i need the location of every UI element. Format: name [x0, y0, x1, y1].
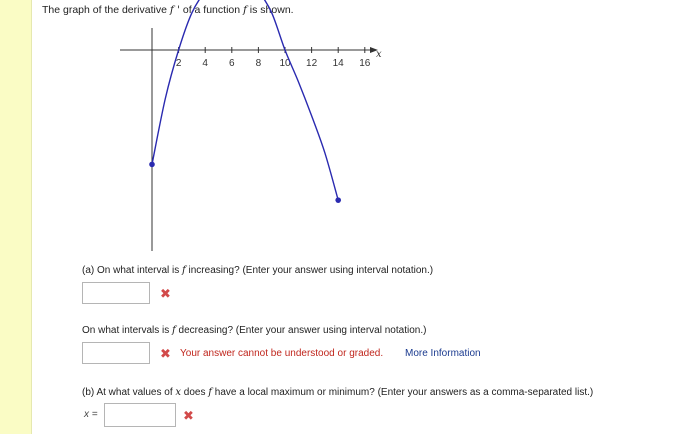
x-axis-label: x	[376, 49, 382, 60]
qb-x: x	[175, 387, 182, 398]
qa2-suffix: decreasing? (Enter your answer using interval notation.)	[175, 325, 427, 336]
intro-fprime: f '	[169, 4, 180, 16]
x-tick-label: 16	[359, 58, 371, 69]
question-a-increasing	[82, 265, 433, 276]
error-message: Your answer cannot be understood or graded.	[180, 348, 384, 359]
curve-endpoint	[335, 197, 341, 203]
qa-f: f	[182, 265, 186, 276]
qa-prefix: (a) On what interval is	[82, 265, 183, 276]
x-tick-label: 6	[229, 58, 235, 69]
x-tick-label: 8	[255, 58, 262, 69]
question-b-extrema	[82, 387, 593, 398]
intro-text: The graph of the derivative	[42, 4, 170, 16]
curve-endpoint	[149, 162, 155, 168]
incorrect-mark-icon: ✖	[160, 286, 171, 301]
answer-decreasing-input[interactable]	[82, 342, 150, 364]
qa2-prefix: On what intervals is	[82, 325, 173, 336]
question-a-decreasing	[82, 325, 426, 336]
intro-f: f	[243, 4, 247, 16]
incorrect-mark-icon: ✖	[160, 346, 171, 361]
qb-middle: does	[181, 387, 209, 398]
x-tick-label: 4	[202, 58, 208, 69]
x-tick-label: 2	[175, 58, 182, 69]
qb-prefix: (b) At what values of	[82, 387, 176, 398]
intro-text-middle: of a function	[179, 4, 243, 16]
answer-extrema-input[interactable]	[104, 403, 176, 427]
x-equals-label: x =	[84, 409, 98, 420]
x-tick-label: 14	[332, 58, 344, 69]
incorrect-mark-icon: ✖	[183, 408, 194, 423]
answer-increasing-input[interactable]	[82, 282, 150, 304]
intro-text-suffix: is shown.	[246, 4, 294, 16]
qb-suffix: have a local maximum or minimum? (Enter your answers as a comma-separated list.)	[211, 387, 594, 398]
x-tick-label: 12	[306, 58, 318, 69]
qb-f: f	[208, 387, 212, 398]
x-tick-label: 10	[279, 58, 291, 69]
qa2-f: f	[172, 325, 176, 336]
more-information-link[interactable]: More Information	[405, 348, 481, 359]
qa-suffix: increasing? (Enter your answer using interval notation.)	[185, 265, 434, 276]
derivative-curve	[152, 0, 338, 200]
